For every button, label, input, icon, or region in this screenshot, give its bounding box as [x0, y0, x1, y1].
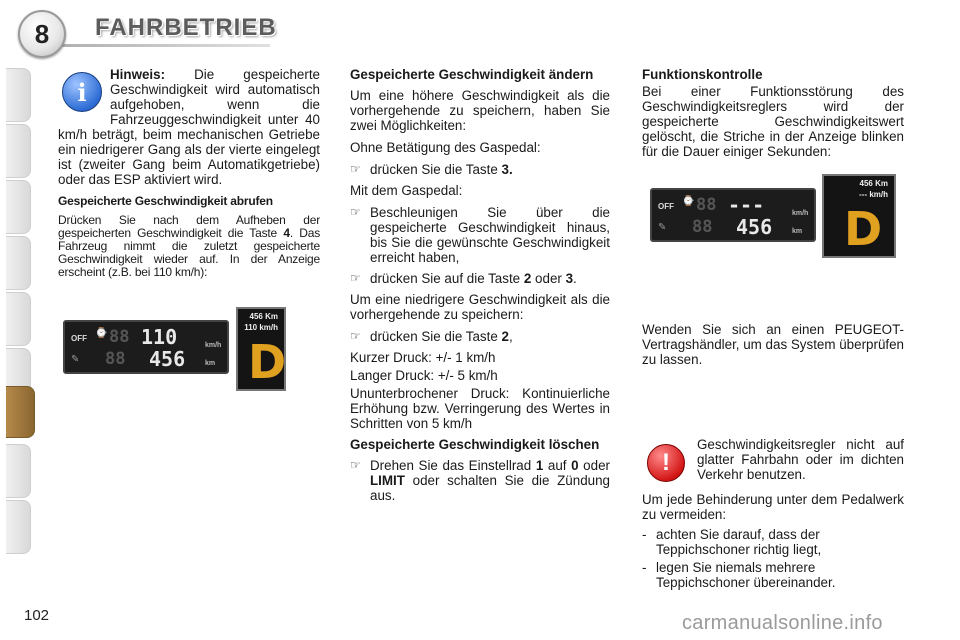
note-text: Die gespeicherte Geschwindigkeit wird automatisch aufgehoben, wenn die Fahrzeuggeschwindigkeit unter 40 km/h beträgt, beim mechanischen Getriebe ein niedrigerer Gang als der vierte eingelegt ist (zweiter Gang beim Automatikgetriebe) oder das ESP aktiviert wird.	[58, 67, 320, 187]
odometer-unit: km	[792, 228, 803, 235]
column-right	[642, 67, 904, 166]
key-label: 1	[535, 458, 544, 473]
gear-indicator: D	[248, 335, 287, 389]
chapter-badge: 8	[18, 10, 66, 58]
dash-item	[642, 560, 904, 590]
bullet-text: drücken Sie auf die Taste	[370, 271, 521, 286]
with-pedal: Mit dem Gaspedal:	[350, 183, 463, 198]
column-middle	[350, 67, 610, 438]
screen-distance: 456 Km	[249, 312, 278, 321]
dash-item-text: achten Sie darauf, dass der Teppichschoner richtig liegt,	[656, 527, 822, 557]
chapter-tabs	[0, 60, 36, 580]
odometer-unit: km	[205, 360, 216, 367]
pointing-hand-icon: ☞	[350, 205, 361, 219]
bullet-text: .	[573, 271, 577, 286]
pointing-hand-icon: ☞	[350, 458, 361, 472]
segment-placeholder: 88	[109, 327, 130, 347]
bullet-text: ,	[508, 329, 513, 344]
speed-unit: km/h	[205, 342, 222, 349]
info-icon: i	[62, 72, 102, 112]
note-paragraph	[58, 67, 320, 187]
without-pedal: Ohne Betätigung des Gaspedal:	[350, 140, 541, 155]
key-label: 2	[501, 329, 509, 344]
chapter-tab[interactable]	[6, 236, 31, 290]
change-intro: Um eine höhere Geschwindigkeit als die vorhergehende zu speichern, haben Sie zwei Möglichkeiten:	[350, 88, 610, 133]
chapter-tab[interactable]	[6, 292, 31, 346]
key-label: 2	[523, 271, 532, 286]
pedal-note	[642, 492, 904, 593]
key-label: 0	[571, 458, 579, 473]
wrench-icon: ✎	[71, 354, 80, 365]
segment-placeholder: 88	[692, 217, 713, 237]
key-label: 3	[565, 271, 574, 286]
bullet-item	[350, 162, 610, 177]
bullet-text: drücken Sie die Taste	[370, 329, 498, 344]
bullet-text: Beschleunigen Sie über die gespeicherte Geschwindigkeit hinaus, bis Sie die gewünschte Geschwindigkeit erreicht haben,	[370, 205, 610, 265]
key-label: 3.	[501, 162, 513, 177]
status-text: OFF	[71, 334, 87, 343]
pointing-hand-icon: ☞	[350, 329, 361, 343]
delete-section	[350, 437, 610, 509]
delete-speed-heading: Gespeicherte Geschwindigkeit löschen	[350, 437, 600, 452]
recall-text-end: . Das Fahrzeug nimmt die zuletzt gespeicherte Geschwindigkeit wieder auf. In der Anzeige erscheint (z.B. bei 110 km/h):	[58, 226, 321, 279]
change-speed-heading: Gespeicherte Geschwindigkeit ändern	[350, 67, 594, 82]
recall-text	[58, 214, 320, 279]
instrument-panel-display	[63, 320, 229, 374]
continuous-press: Ununterbrochener Druck: Kontinuierliche Erhöhung bzw. Verringerung des Wertes in Schritten von 5 km/h	[350, 386, 610, 431]
dash-item	[642, 527, 904, 557]
column-left	[58, 67, 320, 286]
chapter-tab[interactable]	[6, 500, 31, 554]
chapter-tab[interactable]	[6, 68, 31, 122]
function-check-text: Bei einer Funktionsstörung des Geschwindigkeitsreglers wird der gespeicherte Geschwindigkeitswert gelöscht, die Striche in der Anzeige blinken für die Dauer einiger Sekunden:	[642, 84, 904, 159]
multifunction-screen-fault	[822, 174, 896, 258]
speedometer-icon: ⌚	[95, 328, 108, 339]
bullet-item	[350, 458, 610, 503]
status-text: OFF	[658, 202, 674, 211]
chapter-tab[interactable]	[6, 124, 31, 178]
key-label: LIMIT	[370, 473, 405, 488]
odometer-value: 456	[736, 215, 773, 239]
page-number: 102	[24, 607, 50, 624]
odometer-value: 456	[149, 347, 186, 371]
bullet-item	[350, 271, 610, 286]
lower-intro: Um eine niedrigere Geschwindigkeit als die vorhergehende zu speichern:	[350, 292, 610, 322]
segment-placeholder: 88	[696, 195, 717, 215]
speed-value: 110	[141, 325, 178, 349]
function-check-heading: Funktionskontrolle	[642, 67, 763, 82]
dash-marker: -	[642, 560, 647, 575]
bullet-text: oder schalten Sie die Zündung aus.	[370, 473, 610, 503]
chapter-tab[interactable]	[6, 444, 31, 498]
chapter-title: FAHRBETRIEB	[95, 14, 277, 41]
multifunction-screen	[236, 307, 286, 391]
speed-value: ---	[728, 193, 765, 217]
warning-note	[697, 437, 904, 489]
bullet-item	[350, 329, 610, 344]
screen-speed: --- km/h	[859, 190, 888, 199]
segment-placeholder: 88	[105, 349, 126, 369]
short-press: Kurzer Druck: +/- 1 km/h	[350, 350, 496, 365]
bullet-text: Drehen Sie das Einstellrad	[370, 458, 532, 473]
pointing-hand-icon: ☞	[350, 271, 361, 285]
long-press: Langer Druck: +/- 5 km/h	[350, 368, 498, 383]
header-rule	[60, 44, 270, 47]
bullet-text: oder	[535, 271, 562, 286]
wrench-icon: ✎	[658, 222, 667, 233]
watermark: carmanualsonline.info	[682, 612, 883, 634]
speedometer-icon: ⌚	[682, 196, 695, 207]
dash-item-text: legen Sie niemals mehrere Teppichschoner übereinander.	[656, 560, 836, 590]
chapter-tab[interactable]	[6, 180, 31, 234]
dealer-note	[642, 322, 904, 374]
bullet-text: drücken Sie die Taste	[370, 162, 498, 177]
screen-speed: 110 km/h	[244, 323, 278, 332]
dealer-text: Wenden Sie sich an einen PEUGEOT-Vertragshändler, um das System überprüfen zu lassen.	[642, 322, 905, 367]
chapter-tab-active[interactable]	[6, 386, 35, 438]
warning-text: Geschwindigkeitsregler nicht auf glatter Fahrbahn oder im dichten Verkehr benutzen.	[697, 437, 904, 482]
bullet-text: oder	[583, 458, 610, 473]
recall-text-start: Drücken Sie nach dem Aufheben der gespeicherten Geschwindigkeit die Taste	[58, 213, 320, 240]
note-label: Hinweis:	[110, 67, 166, 82]
pointing-hand-icon: ☞	[350, 162, 361, 176]
key-label: 4	[283, 226, 290, 240]
dash-marker: -	[642, 527, 647, 542]
exclamation-icon: !	[647, 444, 685, 482]
screen-distance: 456 Km	[859, 179, 888, 188]
bullet-text: auf	[547, 458, 567, 473]
gear-indicator: D	[844, 202, 883, 256]
pedal-intro: Um jede Behinderung unter dem Pedalwerk zu vermeiden:	[642, 492, 904, 522]
recall-heading: Gespeicherte Geschwindigkeit abrufen	[58, 194, 273, 208]
speed-unit: km/h	[792, 210, 809, 217]
instrument-panel-display-fault	[650, 188, 816, 242]
bullet-item	[350, 205, 610, 265]
